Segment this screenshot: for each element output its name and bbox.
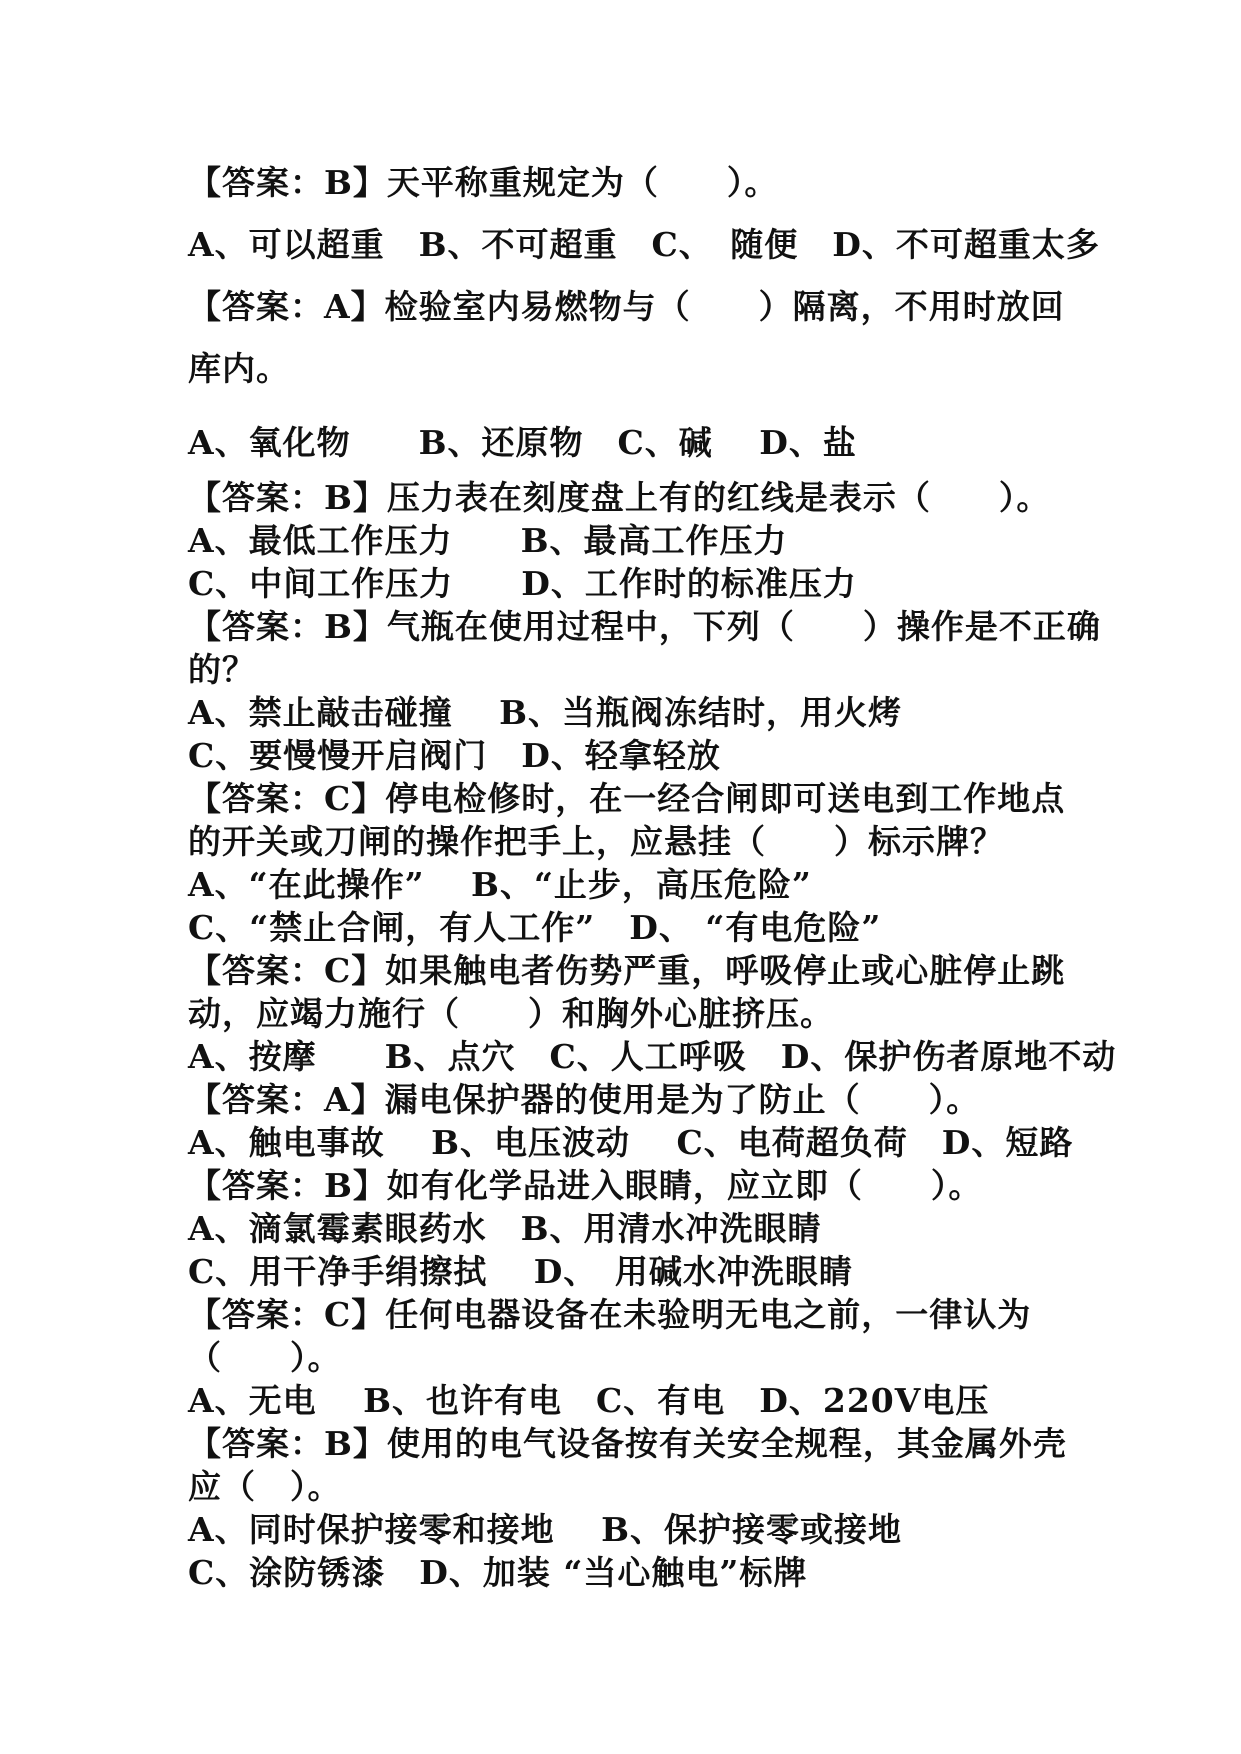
question-6: 【答案：C】如果触电者伤势严重，呼吸停止或心脏停止跳 <box>188 951 1066 990</box>
options-10b: C、涂防锈漆 D、加装 “当心触电”标牌 <box>188 1553 808 1592</box>
question-9: 【答案：C】任何电器设备在未验明无电之前，一律认为 <box>188 1295 1032 1334</box>
question-4-cont: 的？ <box>188 650 256 689</box>
options-8b: C、用干净手绢擦拭 D、 用碱水冲洗眼睛 <box>188 1252 853 1291</box>
options-10a: A、同时保护接零和接地 B、保护接零或接地 <box>188 1510 902 1549</box>
question-3: 【答案：B】压力表在刻度盘上有的红线是表示（ ）。 <box>188 478 1051 517</box>
options-6: A、按摩 B、点穴 C、人工呼吸 D、保护伤者原地不动 <box>188 1037 1117 1076</box>
question-6-cont: 动，应竭力施行（ ）和胸外心脏挤压。 <box>188 994 834 1033</box>
question-2-cont: 库内。 <box>188 349 290 388</box>
options-8a: A、滴氯霉素眼药水 B、用清水冲洗眼睛 <box>188 1209 822 1248</box>
options-7: A、触电事故 B、电压波动 C、电荷超负荷 D、短路 <box>188 1123 1074 1162</box>
question-4: 【答案：B】气瓶在使用过程中，下列（ ）操作是不正确 <box>188 607 1101 646</box>
question-5-cont: 的开关或刀闸的操作把手上，应悬挂（ ）标示牌？ <box>188 822 1004 861</box>
options-2: A、氧化物 B、还原物 C、碱 D、盐 <box>188 423 857 462</box>
options-4a: A、禁止敲击碰撞 B、当瓶阀冻结时，用火烤 <box>188 693 902 732</box>
options-3a: A、最低工作压力 B、最高工作压力 <box>188 521 788 560</box>
options-5b: C、“禁止合闸，有人工作” D、 “有电危险” <box>188 908 882 947</box>
question-2: 【答案：A】检验室内易燃物与（ ）隔离，不用时放回 <box>188 287 1065 326</box>
question-5: 【答案：C】停电检修时，在一经合闸即可送电到工作地点 <box>188 779 1066 818</box>
question-9-cont: （ ）。 <box>188 1338 342 1377</box>
options-5a: A、“在此操作” B、“止步，高压危险” <box>188 865 812 904</box>
question-7: 【答案：A】漏电保护器的使用是为了防止（ ）。 <box>188 1080 981 1119</box>
options-9: A、无电 B、也许有电 C、有电 D、220V电压 <box>188 1381 990 1420</box>
options-4b: C、要慢慢开启阀门 D、轻拿轻放 <box>188 736 721 775</box>
options-3b: C、中间工作压力 D、工作时的标准压力 <box>188 564 857 603</box>
options-1: A、可以超重 B、不可超重 C、 随便 D、不可超重太多 <box>188 225 1100 264</box>
question-10-cont: 应（ ）。 <box>188 1467 342 1506</box>
question-1: 【答案：B】天平称重规定为（ ）。 <box>188 163 779 202</box>
question-10: 【答案：B】使用的电气设备按有关安全规程，其金属外壳 <box>188 1424 1067 1463</box>
question-8: 【答案：B】如有化学品进入眼睛，应立即（ ）。 <box>188 1166 983 1205</box>
